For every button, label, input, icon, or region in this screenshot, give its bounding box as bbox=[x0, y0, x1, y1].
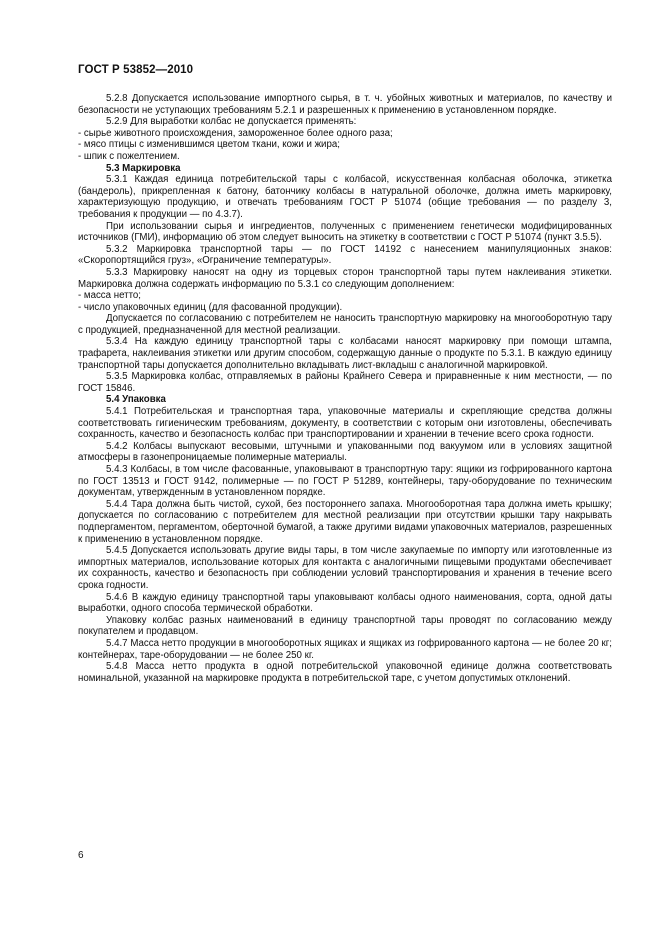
paragraph-5-2-9: 5.2.9 Для выработки колбас не допускается применять: bbox=[106, 116, 357, 128]
document-body bbox=[78, 93, 612, 684]
section-heading-5-4: 5.4 Упаковка bbox=[106, 394, 166, 406]
paragraph-5-4-4: 5.4.4 Тара должна быть чистой, сухой, без постороннего запаха. Многооборотная тара должна иметь крышку; допускается по согласованию с потребителем для местной реализации при отсутствии крышки тару накрывать подпергаментом, пергаментом, оберточной бумагой, а также другими видами упаковочных материалов, разрешенных к применению в установленном порядке. bbox=[78, 498, 612, 545]
paragraph-mixed-packing: Упаковку колбас разных наименований в единицу транспортной тары проводят по согласованию между покупателем и продавцом. bbox=[78, 614, 612, 638]
paragraph-5-3-5: 5.3.5 Маркировка колбас, отправляемых в районы Крайнего Севера и приравненные к ним местности, — по ГОСТ 15846. bbox=[78, 371, 612, 394]
paragraph-reusable-tare: Допускается по согласованию с потребителем не наносить транспортную маркировку на многооборотную тару с продукцией, предназначенной для местной реализации. bbox=[78, 313, 612, 336]
paragraph-5-4-5: 5.4.5 Допускается использовать другие виды тары, в том числе закупаемые по импорту или изготовленные из импортных материалов, использование которых для контакта с аналогичными пищевыми продуктами обеспечивает их сохранность, качество и безопасность при соблюдении условий транспортирования и хранения в течение всего срока годности. bbox=[78, 545, 612, 591]
paragraph-5-3-3: 5.3.3 Маркировку наносят на одну из торцевых сторон транспортной тары путем наклеивания этикетки. Маркировка должна содержать информацию по 5.3.1 со следующим дополнением: bbox=[78, 266, 612, 290]
paragraph-5-4-6: 5.4.6 В каждую единицу транспортной тары упаковывают колбасы одного наименования, сорта, одной даты выработки, одного способа термической обработки. bbox=[78, 591, 612, 615]
list-item: - сырье животного происхождения, замороженное более одного раза; bbox=[78, 127, 393, 139]
paragraph-5-4-8: 5.4.8 Масса нетто продукта в одной потребительской упаковочной единице должна соответствовать номинальной, указанной на маркировке продукта в потребительской таре, с учетом допустимых отклонений. bbox=[78, 661, 612, 684]
paragraph-5-4-3: 5.4.3 Колбасы, в том числе фасованные, упаковывают в транспортную тару: ящики из гофрированного картона по ГОСТ 13513 и ГОСТ 9142, полимерные — по ГОСТ Р 51289, контейнеры, тару-оборудование по техническим документам, утвержденным в установленном порядке. bbox=[78, 464, 612, 499]
list-item: - масса нетто; bbox=[78, 290, 141, 302]
page-number: 6 bbox=[78, 850, 84, 861]
section-heading-5-3: 5.3 Маркировка bbox=[106, 162, 181, 174]
paragraph-gmi: При использовании сырья и ингредиентов, полученных с применением генетически модифицированных источников (ГМИ), информацию об этом следует выносить на этикетку в соответствии с ГОСТ Р 51074 (пункт 3.5.5). bbox=[78, 220, 612, 244]
paragraph-5-3-4: 5.3.4 На каждую единицу транспортной тары с колбасами наносят маркировку при помощи штампа, трафарета, наклеивания этикетки или другим способом, содержащую данные о продукте по 5.3.1. В каждую единицу транспортной тары допускается дополнительно вкладывать лист-вкладыш с аналогичной маркировкой. bbox=[78, 336, 612, 371]
paragraph-5-4-2: 5.4.2 Колбасы выпускают весовыми, штучными и упакованными под вакуумом или в условиях защитной атмосферы в газонепроницаемые полимерные материалы. bbox=[78, 440, 612, 464]
paragraph-5-3-2: 5.3.2 Маркировка транспортной тары — по ГОСТ 14192 с нанесением манипуляционных знаков: «Скоропортящийся груз», «Ограничение температуры». bbox=[78, 243, 612, 267]
paragraph-5-2-8: 5.2.8 Допускается использование импортного сырья, в т. ч. убойных животных и материалов, по качеству и безопасности не уступающих требованиям 5.2.1 и разрешенных к применению в установленном порядке. bbox=[78, 93, 612, 116]
paragraph-5-4-1: 5.4.1 Потребительская и транспортная тара, упаковочные материалы и скрепляющие средства должны соответствовать гигиеническим требованиям, документу, в соответствии с которым они изготовлены, обеспечивать сохранность, качество и безопасность колбас при транспортировании и хранении в течение всего срока годности. bbox=[78, 406, 612, 441]
list-item: - число упаковочных единиц (для фасованной продукции). bbox=[78, 301, 343, 313]
list-item: - шпик с пожелтением. bbox=[78, 150, 180, 162]
list-item: - мясо птицы с изменившимся цветом ткани, кожи и жира; bbox=[78, 139, 340, 151]
document-header: ГОСТ Р 53852—2010 bbox=[78, 64, 194, 76]
paragraph-5-3-1: 5.3.1 Каждая единица потребительской тары с колбасой, искусственная колбасная оболочка, этикетка (бандероль), прикрепленная к батону, батончику колбасы в натуральной оболочке, должна иметь маркировку, характеризующую продукцию, и отвечать требованиям ГОСТ Р 51074 (общие требования — по разделу 3, требования к продукции — по 4.3.7). bbox=[78, 174, 612, 220]
paragraph-5-4-7: 5.4.7 Масса нетто продукции в многооборотных ящиках и ящиках из гофрированного картона — не более 20 кг; контейнерах, таре-оборудовании — не более 250 кг. bbox=[78, 637, 612, 661]
